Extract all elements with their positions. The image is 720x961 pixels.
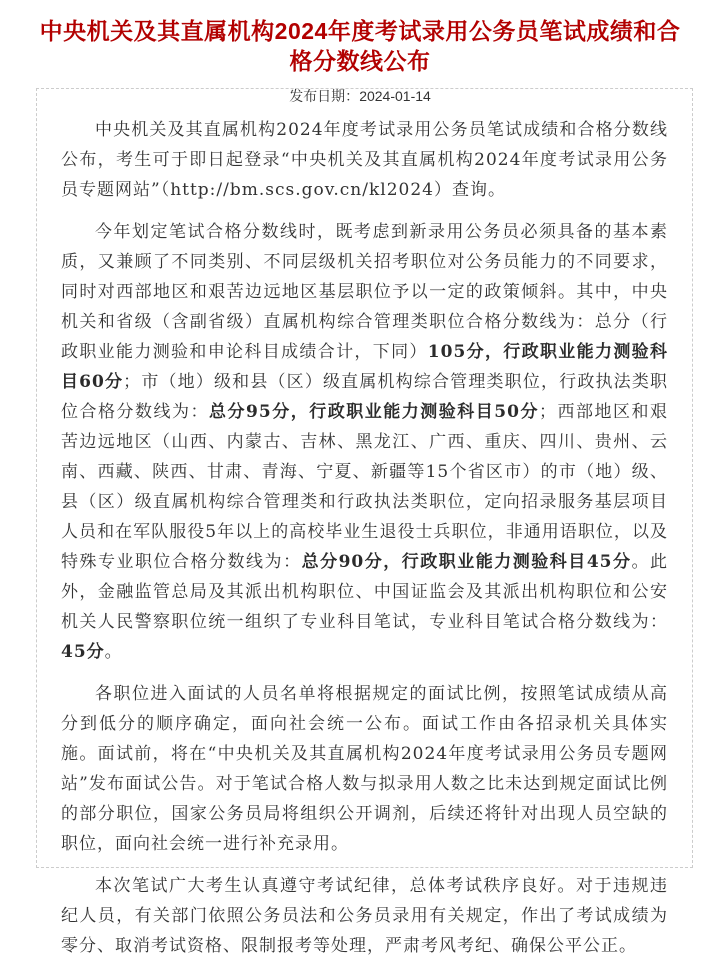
paragraph-text: 本次笔试广大考生认真遵守考试纪律，总体考试秩序良好。对于违规违纪人员，有关部门依照公务员法和公务员录用有关规定，作出了考试成绩为零分、取消考试资格、限制报考等处理，严肃考风考纪、确保公平公正。 bbox=[61, 876, 668, 956]
paragraph bbox=[61, 115, 668, 205]
paragraph bbox=[61, 679, 668, 859]
article-content-box bbox=[36, 88, 693, 956]
announcement-page bbox=[0, 16, 720, 956]
paragraph-text: ；市（地）级和县（区）级直属机构综合管理类职位，行政执法类职位合格分数线为： bbox=[61, 372, 668, 422]
paragraph-text: 今年划定笔试合格分数线时，既考虑到新录用公务员必须具备的基本素质，又兼顾了不同类别、不同层级机关招考职位对公务员能力的不同要求，同时对西部地区和艰苦边远地区基层职位予以一定的政策倾斜。其中，中央机关和省级（含副省级）直属机构综合管理类职位合格分数线为：总分（行政职业能力测验和申论科目成绩合计，下同） bbox=[61, 222, 668, 362]
article-body bbox=[61, 115, 668, 961]
score-highlight-text: 45分 bbox=[61, 642, 105, 662]
score-highlight-text: 总分90分，行政职业能力测验科目45分 bbox=[301, 552, 632, 572]
publish-date-value: 2024-01-14 bbox=[359, 88, 431, 104]
score-highlight-text: 105分，行政职业能力测验科目60分 bbox=[61, 342, 668, 392]
paragraph-text: 中央机关及其直属机构2024年度考试录用公务员笔试成绩和合格分数线公布，考生可于即日起登录“中央机关及其直属机构2024年度考试录用公务员专题网站”（http://bm.scs.gov.cn/kl2024）查询。 bbox=[61, 120, 668, 200]
paragraph-text: 。此外，金融监管总局及其派出机构职位、中国证监会及其派出机构职位和公安机关人民警察职位统一组织了专业科目笔试，专业科目笔试合格分数线为： bbox=[61, 552, 669, 632]
paragraph-text: ；西部地区和艰苦边远地区（山西、内蒙古、吉林、黑龙江、广西、重庆、四川、贵州、云南、西藏、陕西、甘肃、青海、宁夏、新疆等15个省区市）的市（地）级、县（区）级直属机构综合管理类和行政执法类职位，定向招录服务基层项目人员和在军队服役5年以上的高校毕业生退役士兵职位，非通用语职位，以及特殊专业职位合格分数线为： bbox=[61, 402, 669, 572]
paragraph bbox=[61, 871, 668, 961]
paragraph-text: 。 bbox=[104, 642, 123, 662]
paragraph-text: 各职位进入面试的人员名单将根据规定的面试比例，按照笔试成绩从高分到低分的顺序确定，面向社会统一公布。面试工作由各招录机关具体实施。面试前，将在“中央机关及其直属机构2024年度考试录用公务员专题网站”发布面试公告。对于笔试合格人数与拟录用人数之比未达到规定面试比例的部分职位，国家公务员局将组织公开调剂，后续还将针对出现人员空缺的职位，面向社会统一进行补充录用。 bbox=[61, 684, 668, 854]
publish-date-label: 发布日期： bbox=[289, 88, 360, 104]
page-title: 中央机关及其直属机构2024年度考试录用公务员笔试成绩和合格分数线公布 bbox=[39, 18, 681, 74]
score-highlight-text: 总分95分，行政职业能力测验科目50分 bbox=[209, 402, 539, 422]
paragraph bbox=[61, 217, 668, 667]
